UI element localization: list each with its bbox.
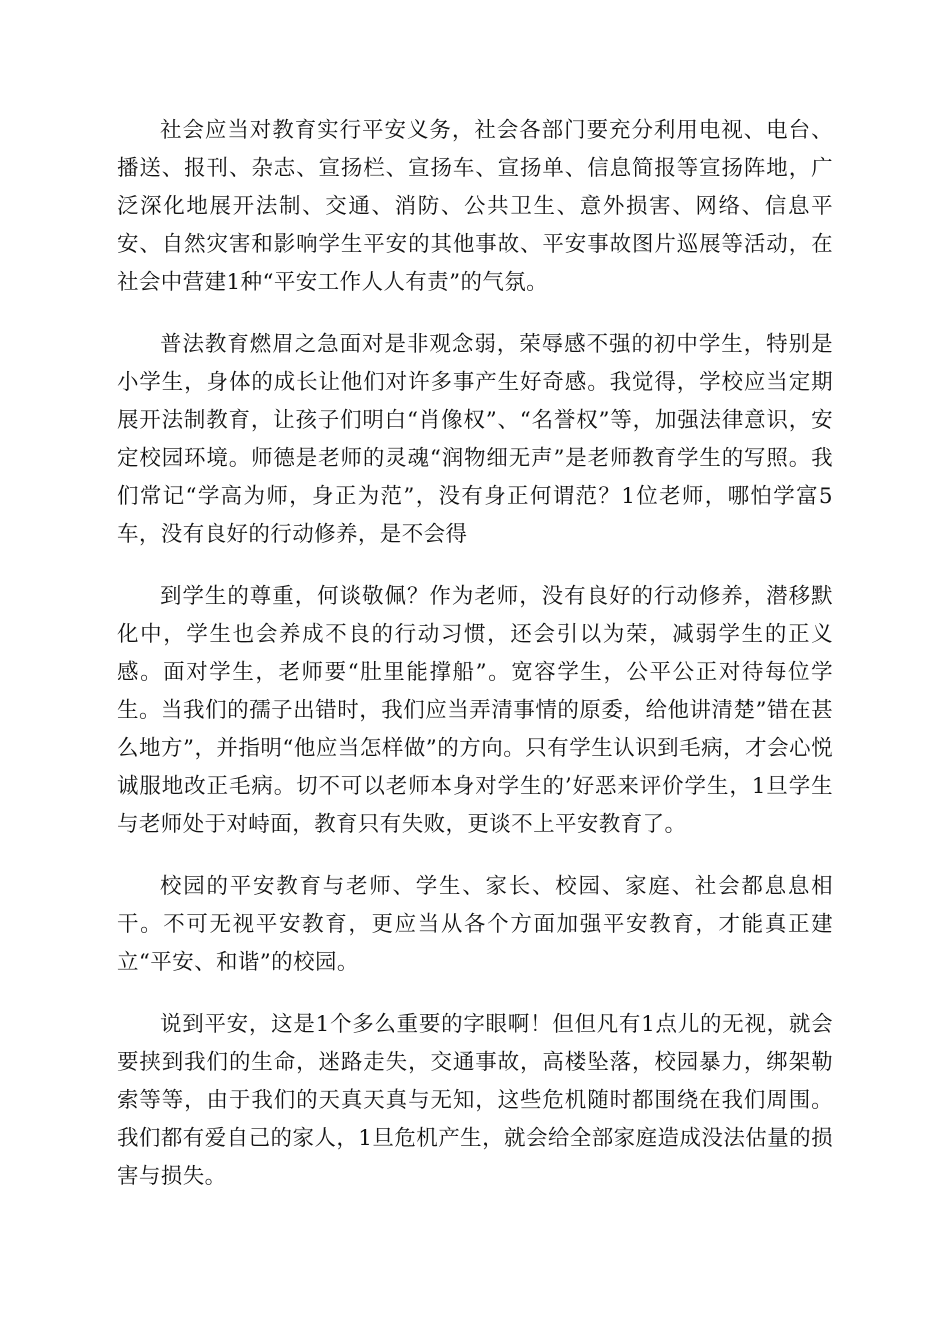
paragraph: 说到平安，这是1个多么重要的字眼啊！但但凡有1点儿的无视，就会要挟到我们的生命，迷路走失，交通事故，高楼坠落，校园暴力，绑架勒索等等，由于我们的天真天真与无知，这些危机随时都围绕在我们周围。我们都有爱自己的家人，1旦危机产生，就会给全部家庭造成没法估量的损害与损失。 [117, 1012, 833, 1189]
paragraph: 到学生的尊重，何谈敬佩？作为老师，没有良好的行动修养，潜移默化中，学生也会养成不良的行动习惯，还会引以为荣，减弱学生的正义感。面对学生，老师要“肚里能撑船”。宽容学生，公平公正对待每位学生。当我们的孺子出错时，我们应当弄清事情的原委，给他讲清楚”错在甚么地方”，并指明“他应当怎样做”的方向。只有学生认识到毛病，才会心悦诚服地改正毛病。切不可以老师本身对学生的’好恶来评价学生，1旦学生与老师处于对峙面，教育只有失败，更谈不上平安教育了。 [117, 584, 833, 837]
document-body [117, 112, 833, 1220]
paragraph: 普法教育燃眉之急面对是非观念弱，荣辱感不强的初中学生，特别是小学生，身体的成长让他们对许多事产生好奇感。我觉得，学校应当定期展开法制教育，让孩子们明白“肖像权”、“名誉权”等，加强法律意识，安定校园环境。师德是老师的灵魂“润物细无声”是老师教育学生的写照。我们常记“学高为师，身正为范”，没有身正何谓范？1位老师，哪怕学富5车，没有良好的行动修养，是不会得 [117, 332, 833, 547]
paragraph: 校园的平安教育与老师、学生、家长、校园、家庭、社会都息息相干。不可无视平安教育，更应当从各个方面加强平安教育，才能真正建立“平安、和谐”的校园。 [117, 874, 833, 975]
paragraph: 社会应当对教育实行平安义务，社会各部门要充分利用电视、电台、播送、报刊、杂志、宣扬栏、宣扬车、宣扬单、信息简报等宣扬阵地，广泛深化地展开法制、交通、消防、公共卫生、意外损害、网络、信息平安、自然灾害和影响学生平安的其他事故、平安事故图片巡展等活动，在社会中营建1种“平安工作人人有责”的气氛。 [117, 118, 833, 295]
